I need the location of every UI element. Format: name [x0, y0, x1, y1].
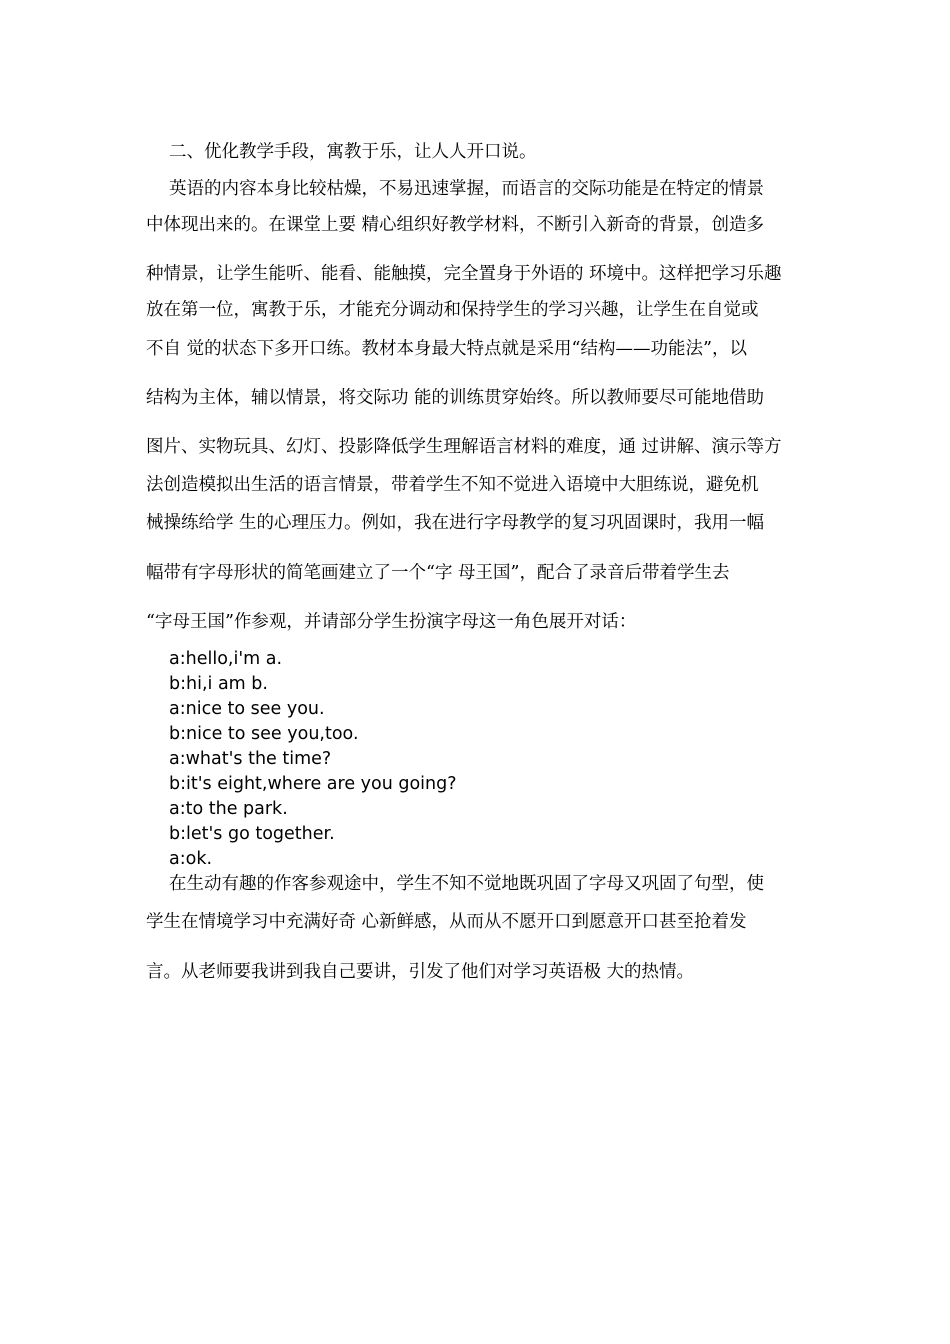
paragraph-line: 放在第一位，寓教于乐，才能充分调动和保持学生的学习兴趣，让学生在自觉或	[146, 300, 759, 320]
paragraph-line: “字母王国”作参观，并请部分学生扮演字母这一角色展开对话：	[146, 612, 637, 632]
dialogue-line: b:let's go together.	[169, 824, 335, 844]
dialogue-line: b:it's eight,where are you going?	[169, 774, 457, 794]
paragraph-line: 言。从老师要我讲到我自己要讲，引发了他们对学习英语极 大的热情。	[146, 962, 695, 982]
paragraph-line: 不自 觉的状态下多开口练。教材本身最大特点就是采用“结构——功能法”，以	[146, 339, 747, 359]
paragraph-line: 种情景，让学生能听、能看、能触摸，完全置身于外语的 环境中。这样把学习乐趣	[146, 264, 782, 284]
dialogue-line: a:what's the time?	[169, 749, 332, 769]
paragraph-line: 在生动有趣的作客参观途中，学生不知不觉地既巩固了字母又巩固了句型，使	[169, 874, 764, 894]
dialogue-line: b:hi,i am b.	[169, 674, 268, 694]
paragraph-line: 中体现出来的。在课堂上要 精心组织好教学材料，不断引入新奇的背景，创造多	[146, 215, 765, 235]
paragraph-line: 结构为主体，辅以情景，将交际功 能的训练贯穿始终。所以教师要尽可能地借助	[146, 388, 765, 408]
dialogue-line: a:ok.	[169, 849, 213, 869]
dialogue-line: a:hello,i'm a.	[169, 649, 283, 669]
dialogue-line: a:to the park.	[169, 799, 288, 819]
paragraph-line: 学生在情境学习中充满好奇 心新鲜感，从而从不愿开口到愿意开口甚至抢着发	[146, 912, 747, 932]
paragraph-line: 幅带有字母形状的简笔画建立了一个“字 母王国”，配合了录音后带着学生去	[146, 563, 730, 583]
section-heading: 二、优化教学手段，寓教于乐，让人人开口说。	[169, 142, 537, 162]
paragraph-line: 英语的内容本身比较枯燥，不易迅速掌握，而语言的交际功能是在特定的情景	[169, 179, 764, 199]
dialogue-line: b:nice to see you,too.	[169, 724, 359, 744]
paragraph-line: 法创造模拟出生活的语言情景，带着学生不知不觉进入语境中大胆练说，避免机	[146, 475, 759, 495]
paragraph-line: 械操练给学 生的心理压力。例如，我在进行字母教学的复习巩固课时，我用一幅	[146, 513, 765, 533]
dialogue-line: a:nice to see you.	[169, 699, 325, 719]
paragraph-line: 图片、实物玩具、幻灯、投影降低学生理解语言材料的难度，通 过讲解、演示等方	[146, 437, 782, 457]
